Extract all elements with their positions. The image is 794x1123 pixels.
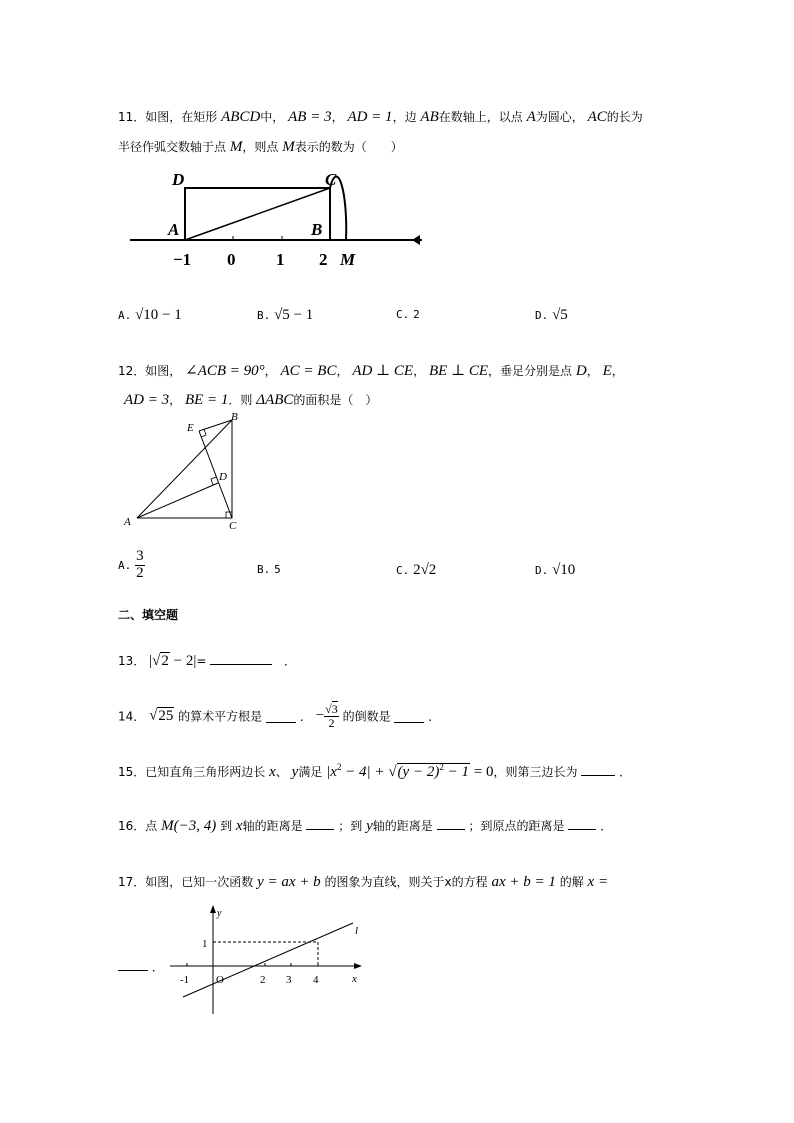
- q12-text: 如图，: [145, 364, 182, 378]
- diagonal-ac: [185, 188, 330, 240]
- tick-label: 4: [313, 974, 319, 986]
- label-a: A: [124, 516, 131, 528]
- q16-y: y: [366, 818, 373, 834]
- option-expr: √5 − 1: [274, 307, 314, 323]
- line-l: [183, 923, 353, 997]
- label-e: E: [187, 422, 194, 434]
- q11-ab2: AB: [420, 109, 439, 125]
- q11-ac: AC: [587, 109, 607, 125]
- q12-option-b: [257, 562, 281, 576]
- option-letter: A.: [118, 558, 132, 572]
- q17-x-eq: x =: [587, 874, 609, 890]
- q11-text: 为圆心，: [535, 110, 584, 124]
- q11-line1: [118, 108, 643, 126]
- label-d: D: [219, 471, 227, 483]
- q13-expression: |√2 − 2|: [149, 653, 197, 669]
- label-b: B: [231, 411, 238, 423]
- q16-x: x: [235, 818, 243, 834]
- q15-expression: $|x^2 - 4| + √(y - 2)^2 - 1$: [326, 762, 469, 780]
- q11-option-d: [535, 307, 568, 324]
- tick-label: -1: [180, 974, 190, 986]
- q11-a: A: [526, 109, 536, 125]
- segment-ad: [137, 483, 218, 518]
- tick-label: −1: [173, 250, 192, 269]
- label-b: B: [311, 220, 323, 239]
- q16-text: 点: [145, 819, 158, 833]
- q12-d: D: [575, 363, 587, 379]
- q16-blank-3[interactable]: [568, 817, 596, 830]
- option-expr: 5: [274, 563, 281, 576]
- q12-text: 的面积是（ ）: [293, 393, 378, 407]
- q12-option-a: [118, 549, 145, 582]
- q12-perp: AD ⊥ CE: [352, 363, 414, 379]
- y-axis-arrow: [210, 905, 216, 913]
- option-letter: B.: [257, 563, 271, 576]
- frac-num: 3: [136, 548, 144, 564]
- q12-ad: AD = 3: [124, 392, 170, 408]
- q17-end: ．: [151, 960, 164, 974]
- q11-text: 的长为: [606, 110, 643, 124]
- option-letter: D.: [535, 564, 549, 577]
- q11-text: 表示的数为（ ）: [294, 140, 403, 154]
- tick-label: 2: [319, 250, 328, 269]
- q12-number: 12．: [118, 364, 146, 378]
- q14-text: ．: [299, 709, 312, 724]
- q11-rect: ABCD: [221, 109, 261, 125]
- q12-option-d: [535, 562, 575, 579]
- q11-text: 在数轴上，以点: [438, 110, 523, 124]
- label-y: y: [217, 908, 222, 919]
- q12-text: ，: [611, 364, 624, 378]
- tick-label: 0: [227, 250, 236, 269]
- tick-label: 1: [276, 250, 285, 269]
- q12-line1: [118, 361, 624, 380]
- q17-text: 的图象为直线，则关于x的方程: [324, 875, 488, 889]
- q12-figure: [120, 410, 250, 535]
- q17-answer-line: [118, 958, 164, 975]
- q12-option-c: [396, 562, 436, 579]
- q11-text: 中，: [260, 110, 285, 124]
- q17-number: 17．: [118, 875, 146, 889]
- frac-den: 2: [136, 564, 144, 581]
- q15-y: y: [291, 764, 299, 780]
- q12-text: ，: [264, 364, 277, 378]
- q12-text: ，: [413, 364, 426, 378]
- q17-function: y = ax + b: [257, 874, 321, 890]
- q12-angle: ∠ACB = 90°: [185, 363, 265, 379]
- tick-label: 3: [286, 974, 292, 986]
- q15-x: x: [269, 764, 276, 780]
- option-letter: C.: [396, 308, 410, 321]
- frac-num-radicand: 3: [331, 702, 338, 716]
- q11-option-b: [257, 307, 313, 324]
- label-l: l: [355, 925, 359, 937]
- label-d: D: [172, 170, 185, 189]
- q13-end: ．: [284, 654, 297, 668]
- q12-perp: BE ⊥ CE: [428, 363, 489, 379]
- label-origin: O: [216, 974, 224, 986]
- q12-text: ，: [169, 393, 182, 407]
- q11-number: 11．: [118, 110, 146, 124]
- frac-den: 2: [328, 715, 335, 730]
- q17-line1: [118, 873, 608, 891]
- option-expr: √10: [552, 562, 576, 578]
- option-expr: 2√2: [413, 562, 437, 578]
- q12-text: ，垂足分别是点: [488, 364, 573, 378]
- q17-blank[interactable]: [118, 958, 148, 971]
- q12-text: ．则: [228, 393, 253, 407]
- q15-number: 15．: [118, 765, 146, 779]
- q16-text: 轴的距离是: [242, 819, 303, 833]
- q16-point: M(−3, 4): [161, 818, 217, 834]
- q13-blank[interactable]: [210, 652, 272, 665]
- q12-tri: ΔABC: [256, 392, 294, 408]
- q16: [118, 817, 612, 835]
- q12-text: ，: [336, 364, 349, 378]
- q16-text: 轴的距离是: [372, 819, 433, 833]
- q14-number: 14．: [118, 709, 146, 724]
- q14-text: 的倒数是: [342, 709, 391, 724]
- q15-text: 、: [275, 765, 288, 779]
- q15-text: 已知直角三角形两边长: [145, 765, 266, 779]
- q11-option-a: [118, 307, 182, 324]
- q16-text: ；到: [338, 819, 363, 833]
- x-axis-arrow: [354, 963, 362, 969]
- q11-text: 半径作弧交数轴于点: [118, 140, 227, 154]
- q15-end: ．: [619, 765, 632, 779]
- q17-text: 如图，已知一次函数: [145, 875, 254, 889]
- q11-line2: [118, 138, 403, 156]
- option-expr: √10 − 1: [135, 307, 182, 323]
- q14-minus: −: [315, 707, 325, 724]
- q14-sqrt25: √25: [149, 707, 174, 724]
- label-x: x: [352, 973, 357, 985]
- q11-text: 如图，在矩形: [145, 110, 218, 124]
- q13-eq: =: [196, 654, 207, 668]
- option-fraction: [135, 549, 145, 582]
- q16-text: ；到原点的距离是: [468, 819, 565, 833]
- q17-text: 的解: [559, 875, 584, 889]
- q15-text: 满足: [298, 765, 323, 779]
- q15-blank[interactable]: [581, 763, 615, 776]
- q16-text: 到: [220, 819, 233, 833]
- q11-ad: AD = 1: [347, 109, 393, 125]
- option-letter: C.: [396, 564, 410, 577]
- option-letter: D.: [535, 309, 549, 322]
- q11-option-c: [396, 307, 420, 321]
- label-one: 1: [202, 938, 208, 950]
- q11-text: ，则点: [242, 140, 279, 154]
- q14-text: 的算术平方根是: [178, 709, 263, 724]
- option-expr: 2: [413, 308, 420, 321]
- q14-end: ．: [428, 709, 441, 724]
- frac-num: √3: [325, 702, 338, 716]
- q12-e: E: [602, 363, 612, 379]
- q17-figure: [165, 902, 375, 1017]
- q13-number: 13．: [118, 654, 146, 668]
- label-c: C: [325, 170, 337, 189]
- option-letter: B.: [257, 309, 271, 322]
- q14: [118, 703, 440, 729]
- q15: [118, 762, 631, 781]
- q12-line2: [124, 391, 377, 409]
- q16-number: 16．: [118, 819, 146, 833]
- label-m: M: [340, 250, 356, 269]
- tick-label: 2: [260, 974, 266, 986]
- q14-blank-1[interactable]: [266, 710, 296, 723]
- label-a: A: [168, 220, 180, 239]
- q13: [118, 652, 296, 670]
- q12-eq: AC = BC: [280, 363, 337, 379]
- q14-blank-2[interactable]: [394, 710, 424, 723]
- segment-ce: [199, 431, 232, 518]
- q15-text: ，则第三边长为: [493, 765, 578, 779]
- q16-blank-1[interactable]: [306, 817, 334, 830]
- option-letter: A.: [118, 309, 132, 322]
- q12-text: ，: [586, 364, 599, 378]
- q16-blank-2[interactable]: [437, 817, 465, 830]
- q12-be: BE = 1: [184, 392, 229, 408]
- q11-text: ，边: [392, 110, 417, 124]
- q11-text: ，: [331, 110, 344, 124]
- q14-radicand: 25: [158, 707, 174, 724]
- section-heading: 二、填空题: [118, 608, 179, 622]
- option-expr: √5: [552, 307, 568, 323]
- q17-equation: ax + b = 1: [491, 874, 556, 890]
- q16-end: ．: [600, 819, 613, 833]
- q15-eq: = 0: [473, 764, 494, 780]
- q14-fraction: [324, 703, 339, 729]
- q11-m2: M: [282, 139, 295, 155]
- q11-m: M: [229, 139, 243, 155]
- q11-ab: AB = 3: [288, 109, 332, 125]
- label-c: C: [229, 520, 237, 532]
- segment-ab: [137, 420, 232, 518]
- q11-figure: [120, 165, 430, 275]
